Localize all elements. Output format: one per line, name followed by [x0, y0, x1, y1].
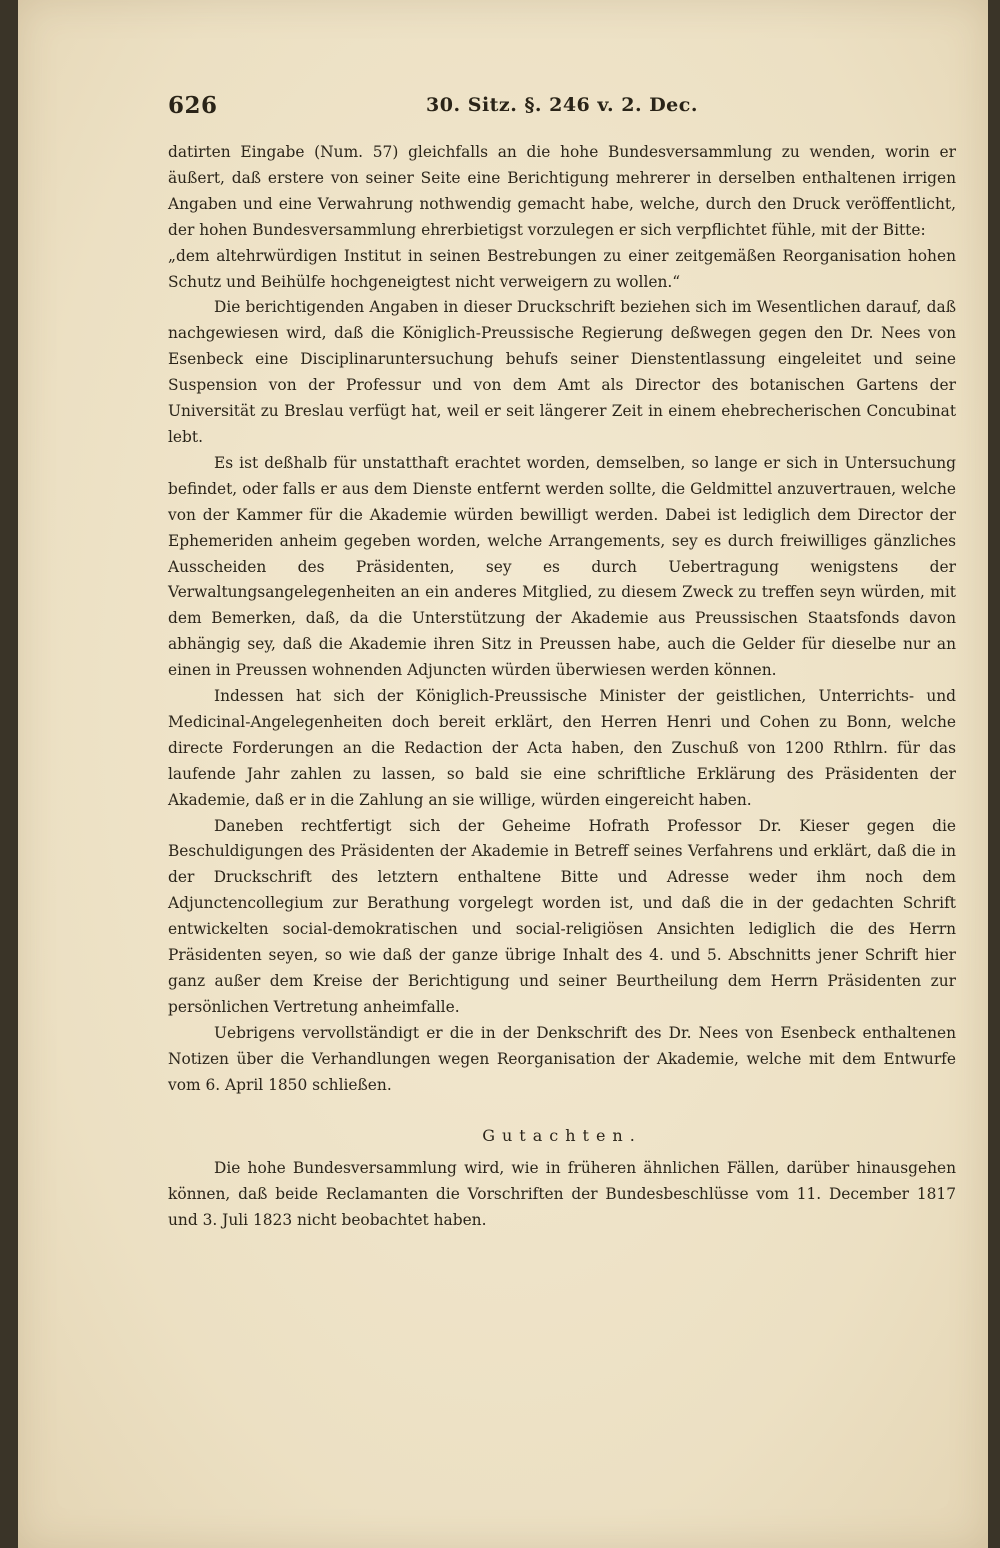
paragraph: Es ist deßhalb für unstatthaft erachtet worden, demselben, so lange er sich in Untersuchung befindet, oder falls er aus dem Dienste entfernt werden sollte, die Geldmittel anzuvertrauen, welche von der Kammer für die Akademie würden bewilligt werden. Dabei ist lediglich dem Director der Ephemeriden anheim gegeben worden, welche Arrangements, sey es durch freiwilliges gänzliches Ausscheiden des Präsidenten, sey es durch Uebertragung wenigstens der Verwaltungsangelegenheiten an ein anderes Mitglied, zu diesem Zweck zu treffen seyn würden, mit dem Bemerken, daß, da die Unterstützung der Akademie aus Preussischen Staatsfonds davon abhängig sey, daß die Akademie ihren Sitz in Preussen habe, auch die Gelder für dieselbe nur an einen in Preussen wohnenden Adjuncten würden überwiesen werden können.	[168, 453, 956, 680]
paragraph: Daneben rechtfertigt sich der Geheime Hofrath Professor Dr. Kieser gegen die Beschuldigungen des Präsidenten der Akademie in Betreff seines Verfahrens und erklärt, daß die in der Druckschrift des letztern enthaltene Bitte und Adresse weder ihm noch dem Adjunctencollegium zur Berathung vorgelegt worden ist, und daß die in der gedachten Schrift entwickelten social-demokratischen und social-religiösen Ansichten lediglich die des Herrn Präsidenten seyen, so wie daß der ganze übrige Inhalt des 4. und 5. Abschnitts jener Schrift hier ganz außer dem Kreise der Berichtigung und seiner Beurtheilung dem Herrn Präsidenten zur persönlichen Vertretung anheimfalle.	[168, 816, 956, 1016]
document-page	[18, 0, 988, 1548]
running-head: 30. Sitz. §. 246 v. 2. Dec.	[426, 94, 698, 116]
page-number: 626	[168, 92, 218, 119]
body-text	[168, 140, 956, 1234]
block-quote: „dem altehrwürdigen Institut in seinen Bestrebungen zu einer zeitgemäßen Reorganisation hohen Schutz und Beihülfe hochgeneigtest nicht verweigern zu wollen.“	[168, 246, 956, 291]
paragraph: Die berichtigenden Angaben in dieser Druckschrift beziehen sich im Wesentlichen darauf, daß nachgewiesen wird, daß die Königlich-Preussische Regierung deßwegen gegen den Dr. Nees von Esenbeck eine Disciplinaruntersuchung behufs seiner Dienstentlassung eingeleitet und seine Suspension von der Professur und von dem Amt als Director des botanischen Gartens der Universität zu Breslau verfügt hat, weil er seit längerer Zeit in einem ehebrecherischen Concubinat lebt.	[168, 298, 956, 446]
paragraph-final: Die hohe Bundesversammlung wird, wie in früheren ähnlichen Fällen, darüber hinausgehen können, daß beide Reclamanten die Vorschriften der Bundesbeschlüsse vom 11. December 1817 und 3. Juli 1823 nicht beobachtet haben.	[168, 1159, 956, 1230]
page-header	[168, 92, 956, 122]
paragraph: Uebrigens vervollständigt er die in der Denkschrift des Dr. Nees von Esenbeck enthaltenen Notizen über die Verhandlungen wegen Reorganisation der Akademie, welche mit dem Entwurfe vom 6. April 1850 schließen.	[168, 1023, 956, 1094]
paragraph: Indessen hat sich der Königlich-Preussische Minister der geistlichen, Unterrichts- und Medicinal-Angelegenheiten doch bereit erklärt, den Herren Henri und Cohen zu Bonn, welche directe Forderungen an die Redaction der Acta haben, den Zuschuß von 1200 Rthlrn. für das laufende Jahr zahlen zu lassen, so bald sie eine schriftliche Erklärung des Präsidenten der Akademie, daß er in die Zahlung an sie willige, würden eingereicht haben.	[168, 687, 956, 809]
section-heading: Gutachten.	[482, 1125, 642, 1145]
paragraph-continuation: datirten Eingabe (Num. 57) gleichfalls an die hohe Bundesversammlung zu wenden, worin er äußert, daß erstere von seiner Seite eine Berichtigung mehrerer in derselben enthaltenen irrigen Angaben und eine Verwahrung nothwendig gemacht habe, welche, durch den Druck veröffentlicht, der hohen Bundesversammlung ehrerbietigst vorzulegen er sich verpflichtet fühle, mit der Bitte:	[168, 143, 956, 239]
